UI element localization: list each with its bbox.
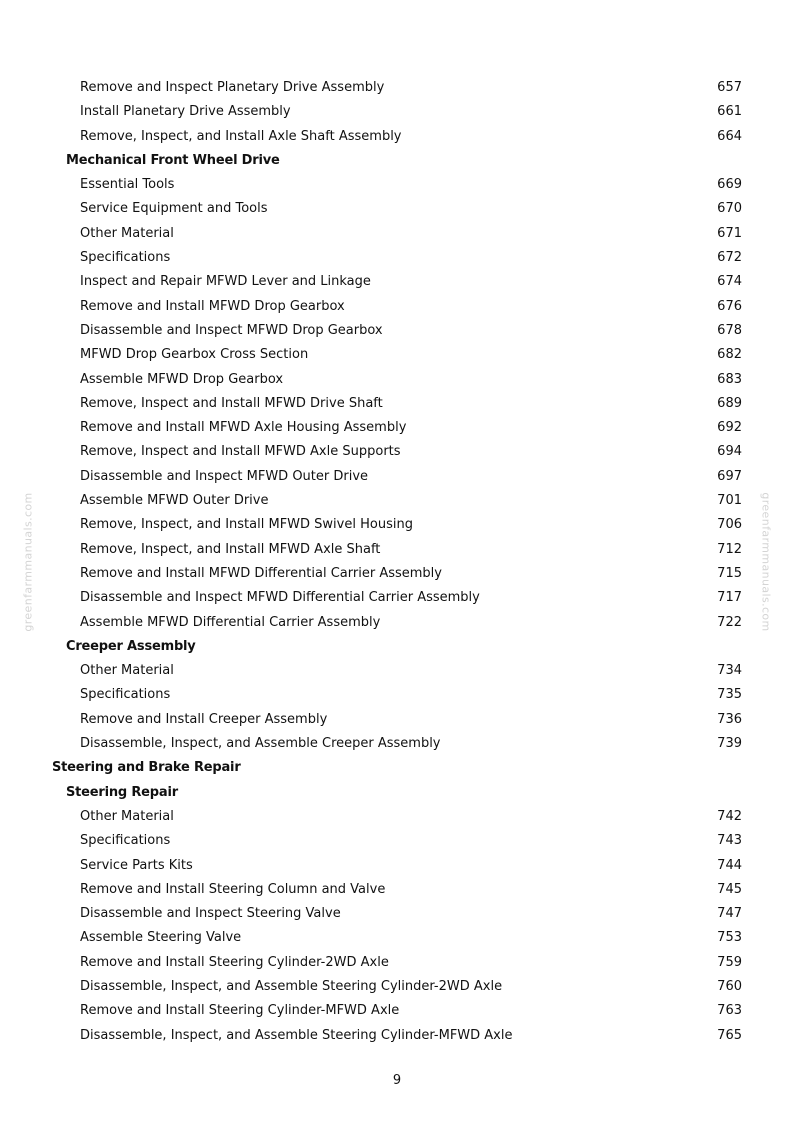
watermark-left: greenfarmmanuals.com bbox=[21, 492, 35, 632]
toc-entry[interactable] bbox=[0, 513, 794, 537]
toc-entry-title: Assemble MFWD Drop Gearbox bbox=[80, 371, 284, 387]
toc-entry-title: Steering Repair bbox=[66, 784, 178, 800]
toc-entry-page: 701 bbox=[717, 493, 742, 509]
toc-entry-title: Disassemble, Inspect, and Assemble Steering Cylinder-MFWD Axle bbox=[80, 1027, 513, 1043]
toc-entry-title: Remove and Install Steering Column and Valve bbox=[80, 881, 386, 897]
toc-entry-page: 735 bbox=[717, 687, 742, 703]
toc-entry-page: 763 bbox=[717, 1003, 742, 1019]
toc-entry[interactable] bbox=[0, 951, 794, 975]
toc-entry[interactable] bbox=[0, 319, 794, 343]
toc-entry[interactable] bbox=[0, 100, 794, 124]
toc-entry-page: 692 bbox=[717, 420, 742, 436]
toc-entry-title: Inspect and Repair MFWD Lever and Linkage bbox=[80, 274, 371, 290]
toc-entry-title: Remove and Install MFWD Drop Gearbox bbox=[80, 298, 345, 314]
toc-section-heading bbox=[0, 756, 794, 780]
toc-entry-page: 689 bbox=[717, 395, 742, 411]
toc-entry-page: 743 bbox=[717, 833, 742, 849]
toc-entry[interactable] bbox=[0, 732, 794, 756]
toc-entry[interactable] bbox=[0, 975, 794, 999]
toc-entry-title: Remove and Install Steering Cylinder-2WD Axle bbox=[80, 954, 389, 970]
toc-entry-page: 759 bbox=[717, 954, 742, 970]
toc-section-heading bbox=[0, 781, 794, 805]
toc-entry-page: 739 bbox=[717, 736, 742, 752]
toc-entry-title: Remove and Install MFWD Axle Housing Assembly bbox=[80, 420, 407, 436]
toc-entry-page: 664 bbox=[717, 128, 742, 144]
toc-entry-title: Creeper Assembly bbox=[66, 638, 196, 654]
toc-entry-page: 661 bbox=[717, 104, 742, 120]
toc-entry-page: 712 bbox=[717, 541, 742, 557]
toc-entry-page: 706 bbox=[717, 517, 742, 533]
toc-entry-title: Install Planetary Drive Assembly bbox=[80, 104, 291, 120]
toc-entry-page: 672 bbox=[717, 250, 742, 266]
toc-entry-title: Assemble MFWD Differential Carrier Assembly bbox=[80, 614, 381, 630]
toc-entry-title: Other Material bbox=[80, 225, 174, 241]
toc-entry-page: 676 bbox=[717, 298, 742, 314]
toc-entry[interactable] bbox=[0, 416, 794, 440]
toc-entry-title: Assemble MFWD Outer Drive bbox=[80, 493, 269, 509]
toc-entry-title: Specifications bbox=[80, 687, 171, 703]
toc-entry-title: Remove, Inspect and Install MFWD Axle Supports bbox=[80, 444, 401, 460]
toc-entry[interactable] bbox=[0, 926, 794, 950]
toc-entry[interactable] bbox=[0, 829, 794, 853]
toc-entry[interactable] bbox=[0, 368, 794, 392]
toc-entry[interactable] bbox=[0, 270, 794, 294]
toc-entry[interactable] bbox=[0, 173, 794, 197]
toc-entry[interactable] bbox=[0, 562, 794, 586]
watermark-right: greenfarmmanuals.com bbox=[759, 492, 773, 632]
toc-entry-title: Assemble Steering Valve bbox=[80, 930, 242, 946]
toc-entry-title: Steering and Brake Repair bbox=[52, 760, 241, 776]
toc-entry-title: Other Material bbox=[80, 808, 174, 824]
toc-entry-title: Remove and Install Creeper Assembly bbox=[80, 711, 328, 727]
toc-entry[interactable] bbox=[0, 708, 794, 732]
toc-entry-page: 669 bbox=[717, 177, 742, 193]
table-of-contents bbox=[0, 76, 794, 1048]
toc-entry[interactable] bbox=[0, 538, 794, 562]
toc-entry-page: 742 bbox=[717, 808, 742, 824]
toc-entry-title: Other Material bbox=[80, 663, 174, 679]
toc-entry-page: 715 bbox=[717, 565, 742, 581]
toc-entry-title: Service Equipment and Tools bbox=[80, 201, 268, 217]
toc-entry[interactable] bbox=[0, 125, 794, 149]
toc-entry-title: Remove, Inspect, and Install MFWD Axle Shaft bbox=[80, 541, 381, 557]
toc-entry[interactable] bbox=[0, 197, 794, 221]
toc-entry[interactable] bbox=[0, 999, 794, 1023]
toc-entry-page: 678 bbox=[717, 322, 742, 338]
toc-entry-title: Remove and Install Steering Cylinder-MFWD Axle bbox=[80, 1003, 400, 1019]
toc-entry-title: Disassemble and Inspect MFWD Outer Drive bbox=[80, 468, 369, 484]
toc-entry[interactable] bbox=[0, 805, 794, 829]
toc-entry-title: Disassemble and Inspect MFWD Drop Gearbox bbox=[80, 322, 383, 338]
toc-entry[interactable] bbox=[0, 878, 794, 902]
toc-entry-title: Disassemble and Inspect MFWD Differential Carrier Assembly bbox=[80, 590, 480, 606]
toc-entry[interactable] bbox=[0, 295, 794, 319]
toc-entry-page: 760 bbox=[717, 978, 742, 994]
toc-entry-page: 747 bbox=[717, 906, 742, 922]
toc-entry-title: Specifications bbox=[80, 250, 171, 266]
toc-entry-title: Remove, Inspect, and Install MFWD Swivel Housing bbox=[80, 517, 413, 533]
toc-entry-title: Disassemble, Inspect, and Assemble Creeper Assembly bbox=[80, 736, 441, 752]
toc-entry-page: 753 bbox=[717, 930, 742, 946]
toc-entry[interactable] bbox=[0, 489, 794, 513]
toc-entry-page: 736 bbox=[717, 711, 742, 727]
toc-entry[interactable] bbox=[0, 246, 794, 270]
toc-entry-page: 670 bbox=[717, 201, 742, 217]
toc-entry[interactable] bbox=[0, 1024, 794, 1048]
toc-entry-title: Remove, Inspect, and Install Axle Shaft Assembly bbox=[80, 128, 402, 144]
toc-entry-title: Service Parts Kits bbox=[80, 857, 193, 873]
toc-entry[interactable] bbox=[0, 392, 794, 416]
toc-entry-title: MFWD Drop Gearbox Cross Section bbox=[80, 347, 309, 363]
toc-entry-title: Remove and Inspect Planetary Drive Assembly bbox=[80, 80, 385, 95]
toc-entry-page: 697 bbox=[717, 468, 742, 484]
toc-entry[interactable] bbox=[0, 586, 794, 610]
toc-entry-title: Disassemble and Inspect Steering Valve bbox=[80, 906, 341, 922]
page-number: 9 bbox=[392, 1073, 402, 1088]
toc-entry-title: Specifications bbox=[80, 833, 171, 849]
toc-entry-title: Mechanical Front Wheel Drive bbox=[66, 152, 280, 168]
toc-entry-page: 657 bbox=[717, 80, 742, 95]
toc-entry[interactable] bbox=[0, 611, 794, 635]
toc-entry-page: 722 bbox=[717, 614, 742, 630]
toc-entry-title: Disassemble, Inspect, and Assemble Steering Cylinder-2WD Axle bbox=[80, 978, 503, 994]
toc-entry-page: 683 bbox=[717, 371, 742, 387]
toc-entry-page: 694 bbox=[717, 444, 742, 460]
toc-entry[interactable] bbox=[0, 465, 794, 489]
toc-section-heading bbox=[0, 635, 794, 659]
toc-entry[interactable] bbox=[0, 854, 794, 878]
toc-entry[interactable] bbox=[0, 76, 794, 100]
toc-entry[interactable] bbox=[0, 683, 794, 707]
toc-entry-page: 734 bbox=[717, 663, 742, 679]
toc-entry-title: Remove and Install MFWD Differential Carrier Assembly bbox=[80, 565, 442, 581]
toc-entry-page: 682 bbox=[717, 347, 742, 363]
toc-entry-page: 671 bbox=[717, 225, 742, 241]
toc-section-heading bbox=[0, 149, 794, 173]
toc-entry-page: 717 bbox=[717, 590, 742, 606]
toc-entry[interactable] bbox=[0, 659, 794, 683]
toc-entry[interactable] bbox=[0, 222, 794, 246]
toc-entry-page: 744 bbox=[717, 857, 742, 873]
toc-entry-page: 745 bbox=[717, 881, 742, 897]
toc-entry[interactable] bbox=[0, 343, 794, 367]
toc-entry-page: 765 bbox=[717, 1027, 742, 1043]
toc-entry[interactable] bbox=[0, 902, 794, 926]
toc-entry-title: Essential Tools bbox=[80, 177, 175, 193]
toc-entry-title: Remove, Inspect and Install MFWD Drive Shaft bbox=[80, 395, 383, 411]
toc-entry[interactable] bbox=[0, 440, 794, 464]
toc-entry-page: 674 bbox=[717, 274, 742, 290]
